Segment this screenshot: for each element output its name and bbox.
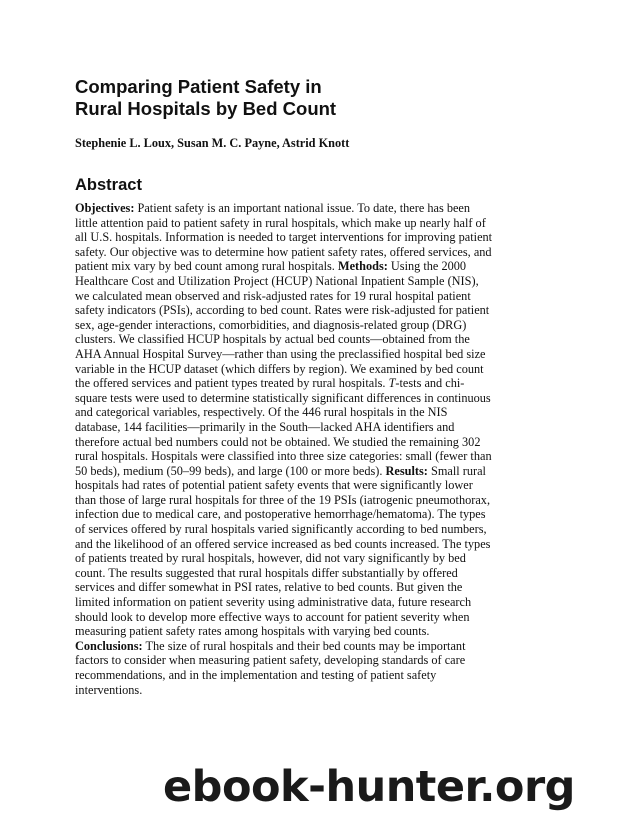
objectives-text: Patient safety is an important national issue. To date, there has been little attention paid to patient safety in rural hospitals, which make up nearly half of all U.S. hospitals. Information is needed to target interventions for improving patient safety. Our objective was to determine how patient safety rates, offered services, and patient mix vary by bed count among rural hospitals.	[75, 201, 493, 274]
paper-title-line-1: Comparing Patient Safety in	[75, 76, 322, 97]
author-list: Stephenie L. Loux, Susan M. C. Payne, Astrid Knott	[75, 136, 350, 150]
objectives-label: Objectives:	[75, 201, 135, 215]
paper-title-line-2: Rural Hospitals by Bed Count	[75, 98, 337, 119]
paper-title	[75, 76, 495, 120]
conclusions-label: Conclusions:	[75, 638, 143, 653]
methods-label: Methods:	[337, 259, 388, 274]
methods-italic-t: T	[388, 376, 396, 391]
methods-text-part-1: Using the 2000 Healthcare Cost and Utilization Project (HCUP) National Inpatient Sample (NIS), we calculated mean observed and risk-adjusted rates for 19 rural hospital patient safety indicators (PSIs), according to bed count. Rates were risk-adjusted for patient sex, age-gender interactions, comorbidities, and diagnosis-related group (DRG) clusters. We classified HCUP hospitals by actual bed counts—obtained from the AHA Annual Hospital Survey—rather than using the preclassified hospital bed size variable in the HCUP dataset (which differs by region). We examined by bed count the offered services and patient types treated by rural hospitals.	[75, 259, 490, 391]
abstract-heading: Abstract	[75, 176, 142, 194]
methods-text-part-2: -tests and chi-square tests were used to determine statistically significant differences in continuous and categorical variables, respectively. Of the 446 rural hospitals in the NIS database, 144 facilities—primarily in the South—lacked AHA identifiers and therefore actual bed numbers could not be obtained. We studied the remaining 302 rural hospitals. Hospitals were classified into three size categories: small (fewer than 50 beds), medium (50–99 beds), and large (100 or more beds).	[75, 376, 492, 478]
results-label: Results:	[385, 463, 428, 478]
conclusions-text: The size of rural hospitals and their bed counts may be important factors to consider when measuring patient safety, developing standards of care recommendations, and in the implementation and testing of patient safety interventions.	[75, 638, 466, 697]
results-text: Small rural hospitals had rates of potential patient safety events that were significantly lower than those of large rural hospitals for three of the 19 PSIs (iatrogenic pneumothorax, infection due to medical care, and postoperative hemorrhage/hematoma). The types of services offered by rural hospitals varied significantly according to bed numbers, and the likelihood of an offered service increased as bed counts increased. The types of patients treated by rural hospitals, however, did not vary significantly by bed count. The results suggested that rural hospitals differ substantially by offered services and differ somewhat in PSI rates, relative to bed counts. But given the limited information on patient severity using administrative data, future research should look to develop more effective ways to account for patient severity when measuring patient safety rates among hospitals with varying bed counts.	[75, 463, 491, 639]
abstract-body	[75, 201, 495, 697]
site-watermark: ebook-hunter.org	[163, 762, 575, 812]
